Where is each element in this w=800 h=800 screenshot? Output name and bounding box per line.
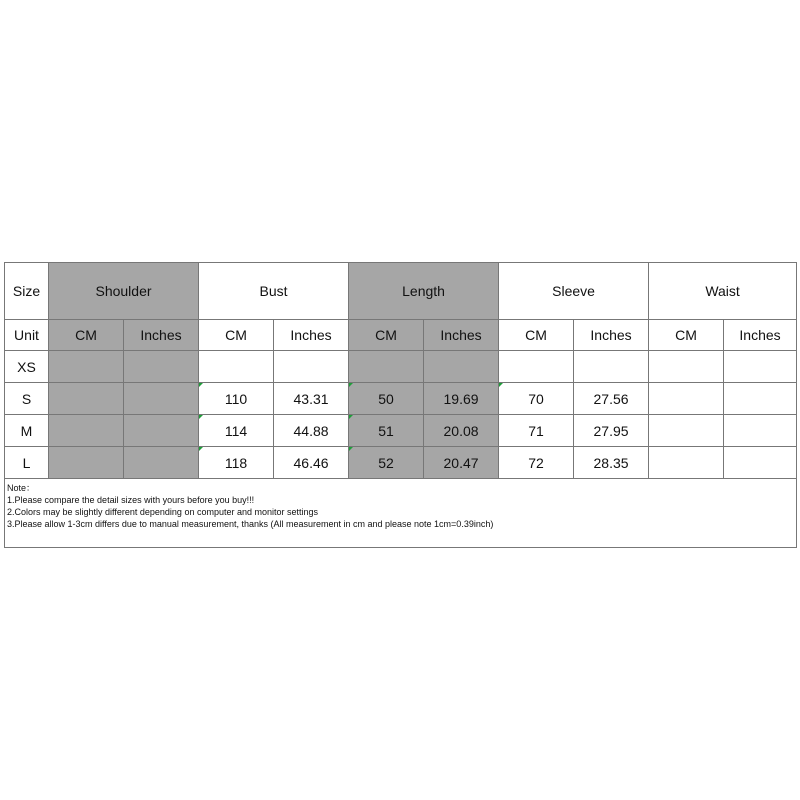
shoulder-inches-cell (124, 351, 199, 383)
shoulder-cm-cell (49, 415, 124, 447)
sleeve-inches-cell (574, 351, 649, 383)
shoulder-cm-unit: CM (49, 320, 124, 351)
sleeve-cm-cell: 70 (499, 383, 574, 415)
length-cm-cell: 51 (349, 415, 424, 447)
shoulder-header: Shoulder (49, 263, 199, 320)
size-chart-table (4, 262, 797, 548)
table-row (5, 447, 797, 479)
length-cm-cell: 52 (349, 447, 424, 479)
bust-inches-cell: 43.31 (274, 383, 349, 415)
shoulder-inches-cell (124, 383, 199, 415)
shoulder-cm-cell (49, 351, 124, 383)
length-inches-cell: 20.47 (424, 447, 499, 479)
waist-inches-cell (724, 351, 797, 383)
size-cell: L (5, 447, 49, 479)
size-header: Size (5, 263, 49, 320)
bust-inches-unit: Inches (274, 320, 349, 351)
bust-cm-cell (199, 351, 274, 383)
note-line-2: 2.Colors may be slightly different depending on computer and monitor settings (7, 507, 319, 517)
waist-cm-unit: CM (649, 320, 724, 351)
bust-cm-unit: CM (199, 320, 274, 351)
length-header: Length (349, 263, 499, 320)
shoulder-cm-cell (49, 447, 124, 479)
length-cm-cell: 50 (349, 383, 424, 415)
sleeve-cm-cell: 71 (499, 415, 574, 447)
length-inches-cell: 20.08 (424, 415, 499, 447)
unit-row (5, 320, 797, 351)
note-line-3: 3.Please allow 1-3cm differs due to manual measurement, thanks (All measurement in cm and please note 1cm=0.39inch) (7, 519, 494, 529)
waist-cm-cell (649, 383, 724, 415)
table-row (5, 415, 797, 447)
bust-cm-cell: 118 (199, 447, 274, 479)
waist-cm-cell (649, 415, 724, 447)
size-cell: XS (5, 351, 49, 383)
bust-inches-cell (274, 351, 349, 383)
notes-row (5, 479, 797, 548)
length-inches-unit: Inches (424, 320, 499, 351)
sleeve-inches-unit: Inches (574, 320, 649, 351)
waist-inches-unit: Inches (724, 320, 797, 351)
shoulder-inches-unit: Inches (124, 320, 199, 351)
note-heading: Note： (7, 483, 36, 493)
sleeve-header: Sleeve (499, 263, 649, 320)
waist-header: Waist (649, 263, 797, 320)
bust-header: Bust (199, 263, 349, 320)
bust-cm-cell: 110 (199, 383, 274, 415)
waist-inches-cell (724, 415, 797, 447)
sleeve-inches-cell: 27.95 (574, 415, 649, 447)
sleeve-cm-unit: CM (499, 320, 574, 351)
waist-cm-cell (649, 351, 724, 383)
sleeve-cm-cell: 72 (499, 447, 574, 479)
length-inches-cell (424, 351, 499, 383)
note-line-1: 1.Please compare the detail sizes with yours before you buy!!! (7, 495, 255, 505)
bust-cm-cell: 114 (199, 415, 274, 447)
notes-cell (5, 479, 797, 548)
waist-cm-cell (649, 447, 724, 479)
shoulder-inches-cell (124, 447, 199, 479)
length-cm-unit: CM (349, 320, 424, 351)
size-cell: S (5, 383, 49, 415)
sleeve-inches-cell: 27.56 (574, 383, 649, 415)
table-row (5, 383, 797, 415)
table-row (5, 351, 797, 383)
header-row (5, 263, 797, 320)
sleeve-cm-cell (499, 351, 574, 383)
unit-label: Unit (5, 320, 49, 351)
sleeve-inches-cell: 28.35 (574, 447, 649, 479)
shoulder-inches-cell (124, 415, 199, 447)
waist-inches-cell (724, 383, 797, 415)
size-cell: M (5, 415, 49, 447)
waist-inches-cell (724, 447, 797, 479)
length-inches-cell: 19.69 (424, 383, 499, 415)
bust-inches-cell: 44.88 (274, 415, 349, 447)
bust-inches-cell: 46.46 (274, 447, 349, 479)
length-cm-cell (349, 351, 424, 383)
shoulder-cm-cell (49, 383, 124, 415)
